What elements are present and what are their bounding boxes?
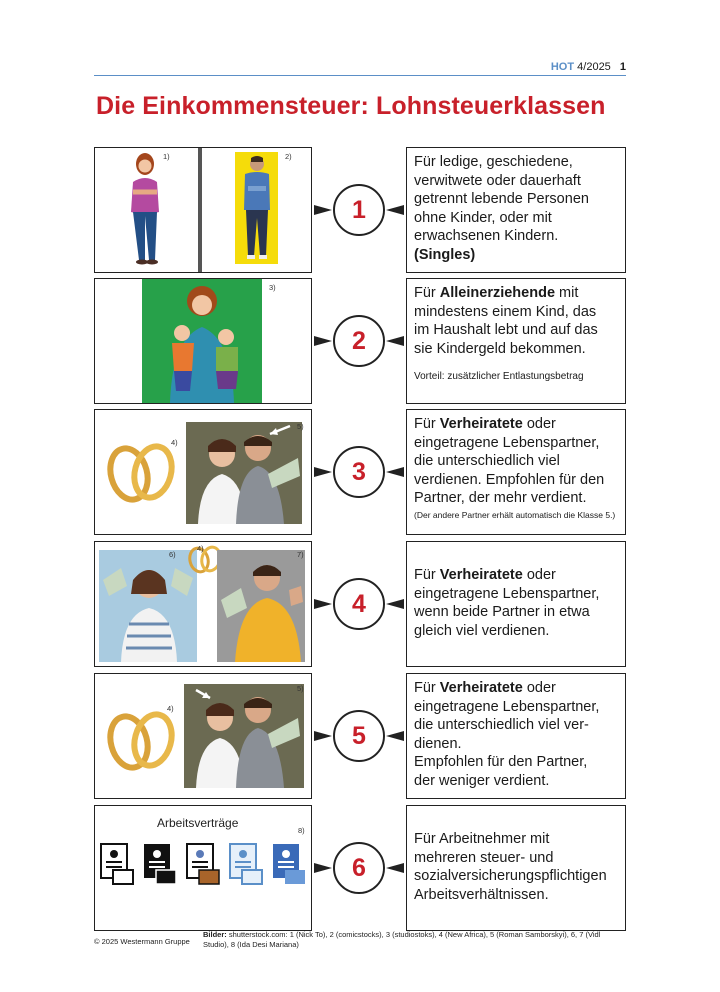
advantage-note: Vorteil: zusätzlicher Entlastungsbetrag (414, 371, 584, 383)
emphasis-text: Verheiratete (439, 680, 523, 696)
image-box-6 (94, 805, 312, 931)
description-line (414, 830, 618, 849)
text-span: die unterschiedlich viel ver- (414, 717, 589, 734)
description-text (414, 153, 618, 265)
image-ref: 6) (169, 550, 176, 559)
image-ref: 5) (297, 684, 304, 693)
description-line (414, 452, 618, 471)
class-note: (Der andere Partner erhält automatisch die Klasse 5.) (414, 509, 616, 520)
text-span: Für Arbeitnehmer mit (414, 831, 550, 847)
image-ref: 5) (297, 422, 304, 431)
text-span: oder (522, 416, 556, 432)
text-span: Für (414, 285, 440, 301)
tax-class-number: 6 (333, 842, 385, 894)
connector-arrow (314, 467, 332, 477)
document-icon (101, 844, 133, 884)
text-span: mehreren steuer- und (414, 849, 554, 866)
connector-arrow (314, 336, 332, 346)
copyright: © 2025 Westermann Gruppe (94, 937, 190, 946)
description-line (414, 585, 618, 604)
employment-contracts-caption: Arbeitsverträge (157, 816, 239, 830)
description-text (414, 284, 618, 358)
description-text (414, 830, 618, 904)
tax-class-number: 4 (333, 578, 385, 630)
image-box-2 (94, 278, 312, 404)
connector-arrow (386, 467, 404, 477)
description-line (414, 434, 618, 453)
description-line (414, 209, 618, 228)
description-line (414, 566, 618, 585)
emphasis-text: Verheiratete (439, 416, 523, 432)
description-box (406, 147, 626, 273)
connector-arrow (314, 863, 332, 873)
document-icon (230, 844, 262, 884)
description-line (414, 172, 618, 191)
image-ref: 1) (163, 152, 170, 161)
description-box (406, 805, 626, 931)
connector-arrow (386, 205, 404, 215)
description-text (414, 415, 618, 508)
document-icon (273, 844, 305, 884)
credits-text: shutterstock.com: 1 (Nick To), 2 (comicstocks), 3 (studiostoks), 4 (New Africa), 5 (Roman Samborskyi), 6, 7 (Vidl Studio), 8 (Ida Desi Mariana) (203, 930, 601, 949)
description-line (414, 698, 618, 717)
image-divider (198, 148, 202, 273)
image-ref: 2) (285, 152, 292, 161)
description-line (414, 284, 618, 303)
man-with-money-photo (217, 550, 305, 662)
description-line (414, 340, 618, 359)
text-span: Empfohlen für den Partner, (414, 754, 588, 771)
contract-document-icons (97, 840, 311, 896)
description-line (414, 246, 618, 265)
text-span: Für (414, 680, 440, 696)
couple-photo (184, 684, 304, 788)
description-text (414, 679, 618, 791)
text-span: Für ledige, geschiedene, (414, 154, 573, 170)
image-ref: 4) (171, 438, 178, 447)
tax-class-number: 2 (333, 315, 385, 367)
document-icon (144, 844, 176, 884)
text-span: Für (414, 416, 440, 432)
description-line (414, 190, 618, 209)
connector-arrow (314, 205, 332, 215)
text-span: oder (522, 680, 556, 696)
text-span: wenn beide Partner in etwa (414, 604, 590, 621)
description-box (406, 541, 626, 667)
text-span: sozialversicherungspflichtigen (414, 868, 607, 885)
emphasis-text: (Singles) (414, 246, 476, 263)
description-line (414, 679, 618, 698)
connector-arrow (386, 731, 404, 741)
image-credits (203, 930, 626, 950)
description-line (414, 772, 618, 791)
text-span: eingetragene Lebenspartner, (414, 698, 600, 715)
description-box (406, 409, 626, 535)
text-span: erwachsenen Kindern. (414, 228, 559, 245)
image-box-1 (94, 147, 312, 273)
description-box (406, 278, 626, 404)
text-span: oder (522, 567, 556, 583)
single-woman-illustration (115, 152, 175, 268)
description-line (414, 716, 618, 735)
couple-photo (186, 422, 302, 524)
description-line (414, 471, 618, 490)
connector-arrow (386, 599, 404, 609)
text-span: sie Kindergeld bekommen. (414, 340, 586, 357)
image-ref: 8) (298, 826, 305, 835)
description-line (414, 622, 618, 641)
text-span: mindestens einem Kind, das (414, 303, 597, 320)
description-line (414, 303, 618, 322)
description-line (414, 603, 618, 622)
image-box-4 (94, 541, 312, 667)
description-line (414, 321, 618, 340)
image-ref: 4) (167, 704, 174, 713)
page-number: 1 (619, 61, 626, 73)
connector-arrow (386, 336, 404, 346)
image-ref: 3) (269, 283, 276, 292)
tax-class-number: 5 (333, 710, 385, 762)
page-title: Die Einkommensteuer: Lohnsteuerklassen (96, 92, 606, 120)
single-man-photo (237, 152, 277, 266)
image-box-3 (94, 409, 312, 535)
issue-info (551, 60, 626, 74)
description-line (414, 153, 618, 172)
description-line (414, 227, 618, 246)
description-line (414, 489, 618, 508)
description-line (414, 886, 618, 905)
image-ref: 4) (197, 544, 204, 553)
text-span: ohne Kinder, oder mit (414, 209, 552, 226)
issue-label: 4/2025 (577, 61, 611, 73)
text-span: Partner, der mehr verdient. (414, 490, 587, 507)
brand-label: HOT (550, 61, 575, 73)
text-span: die unterschiedlich viel (414, 453, 560, 470)
text-span: verwitwete oder dauerhaft (414, 172, 581, 189)
single-parent-illustration (142, 279, 262, 403)
connector-arrow (314, 731, 332, 741)
connector-arrow (314, 599, 332, 609)
text-span: eingetragene Lebenspartner, (414, 585, 600, 602)
text-span: gleich viel verdienen. (414, 622, 550, 639)
text-span: mit (555, 285, 579, 301)
wedding-rings-icon (101, 704, 181, 774)
tax-class-number: 1 (333, 184, 385, 236)
document-icon (187, 844, 219, 884)
image-ref: 7) (297, 550, 304, 559)
text-span: verdienen. Empfohlen für den (414, 471, 605, 488)
description-line (414, 735, 618, 754)
credits-label: Bilder: (203, 930, 227, 939)
description-line (414, 415, 618, 434)
image-box-5 (94, 673, 312, 799)
text-span: getrennt lebende Personen (414, 191, 589, 208)
text-span: dienen. (414, 735, 462, 752)
tax-class-number: 3 (333, 446, 385, 498)
description-box (406, 673, 626, 799)
connector-arrow (386, 863, 404, 873)
description-line (414, 867, 618, 886)
text-span: der weniger verdient. (414, 772, 550, 789)
text-span: Für (414, 567, 440, 583)
text-span: Arbeitsverhältnissen. (414, 886, 549, 903)
emphasis-text: Alleinerziehende (439, 285, 556, 301)
description-line (414, 849, 618, 868)
wedding-rings-icon (101, 436, 181, 506)
text-span: eingetragene Lebenspartner, (414, 434, 600, 451)
page-header (94, 60, 626, 76)
description-line (414, 753, 618, 772)
emphasis-text: Verheiratete (439, 567, 523, 583)
description-text (414, 566, 618, 640)
text-span: im Haushalt lebt und auf das (414, 322, 598, 339)
